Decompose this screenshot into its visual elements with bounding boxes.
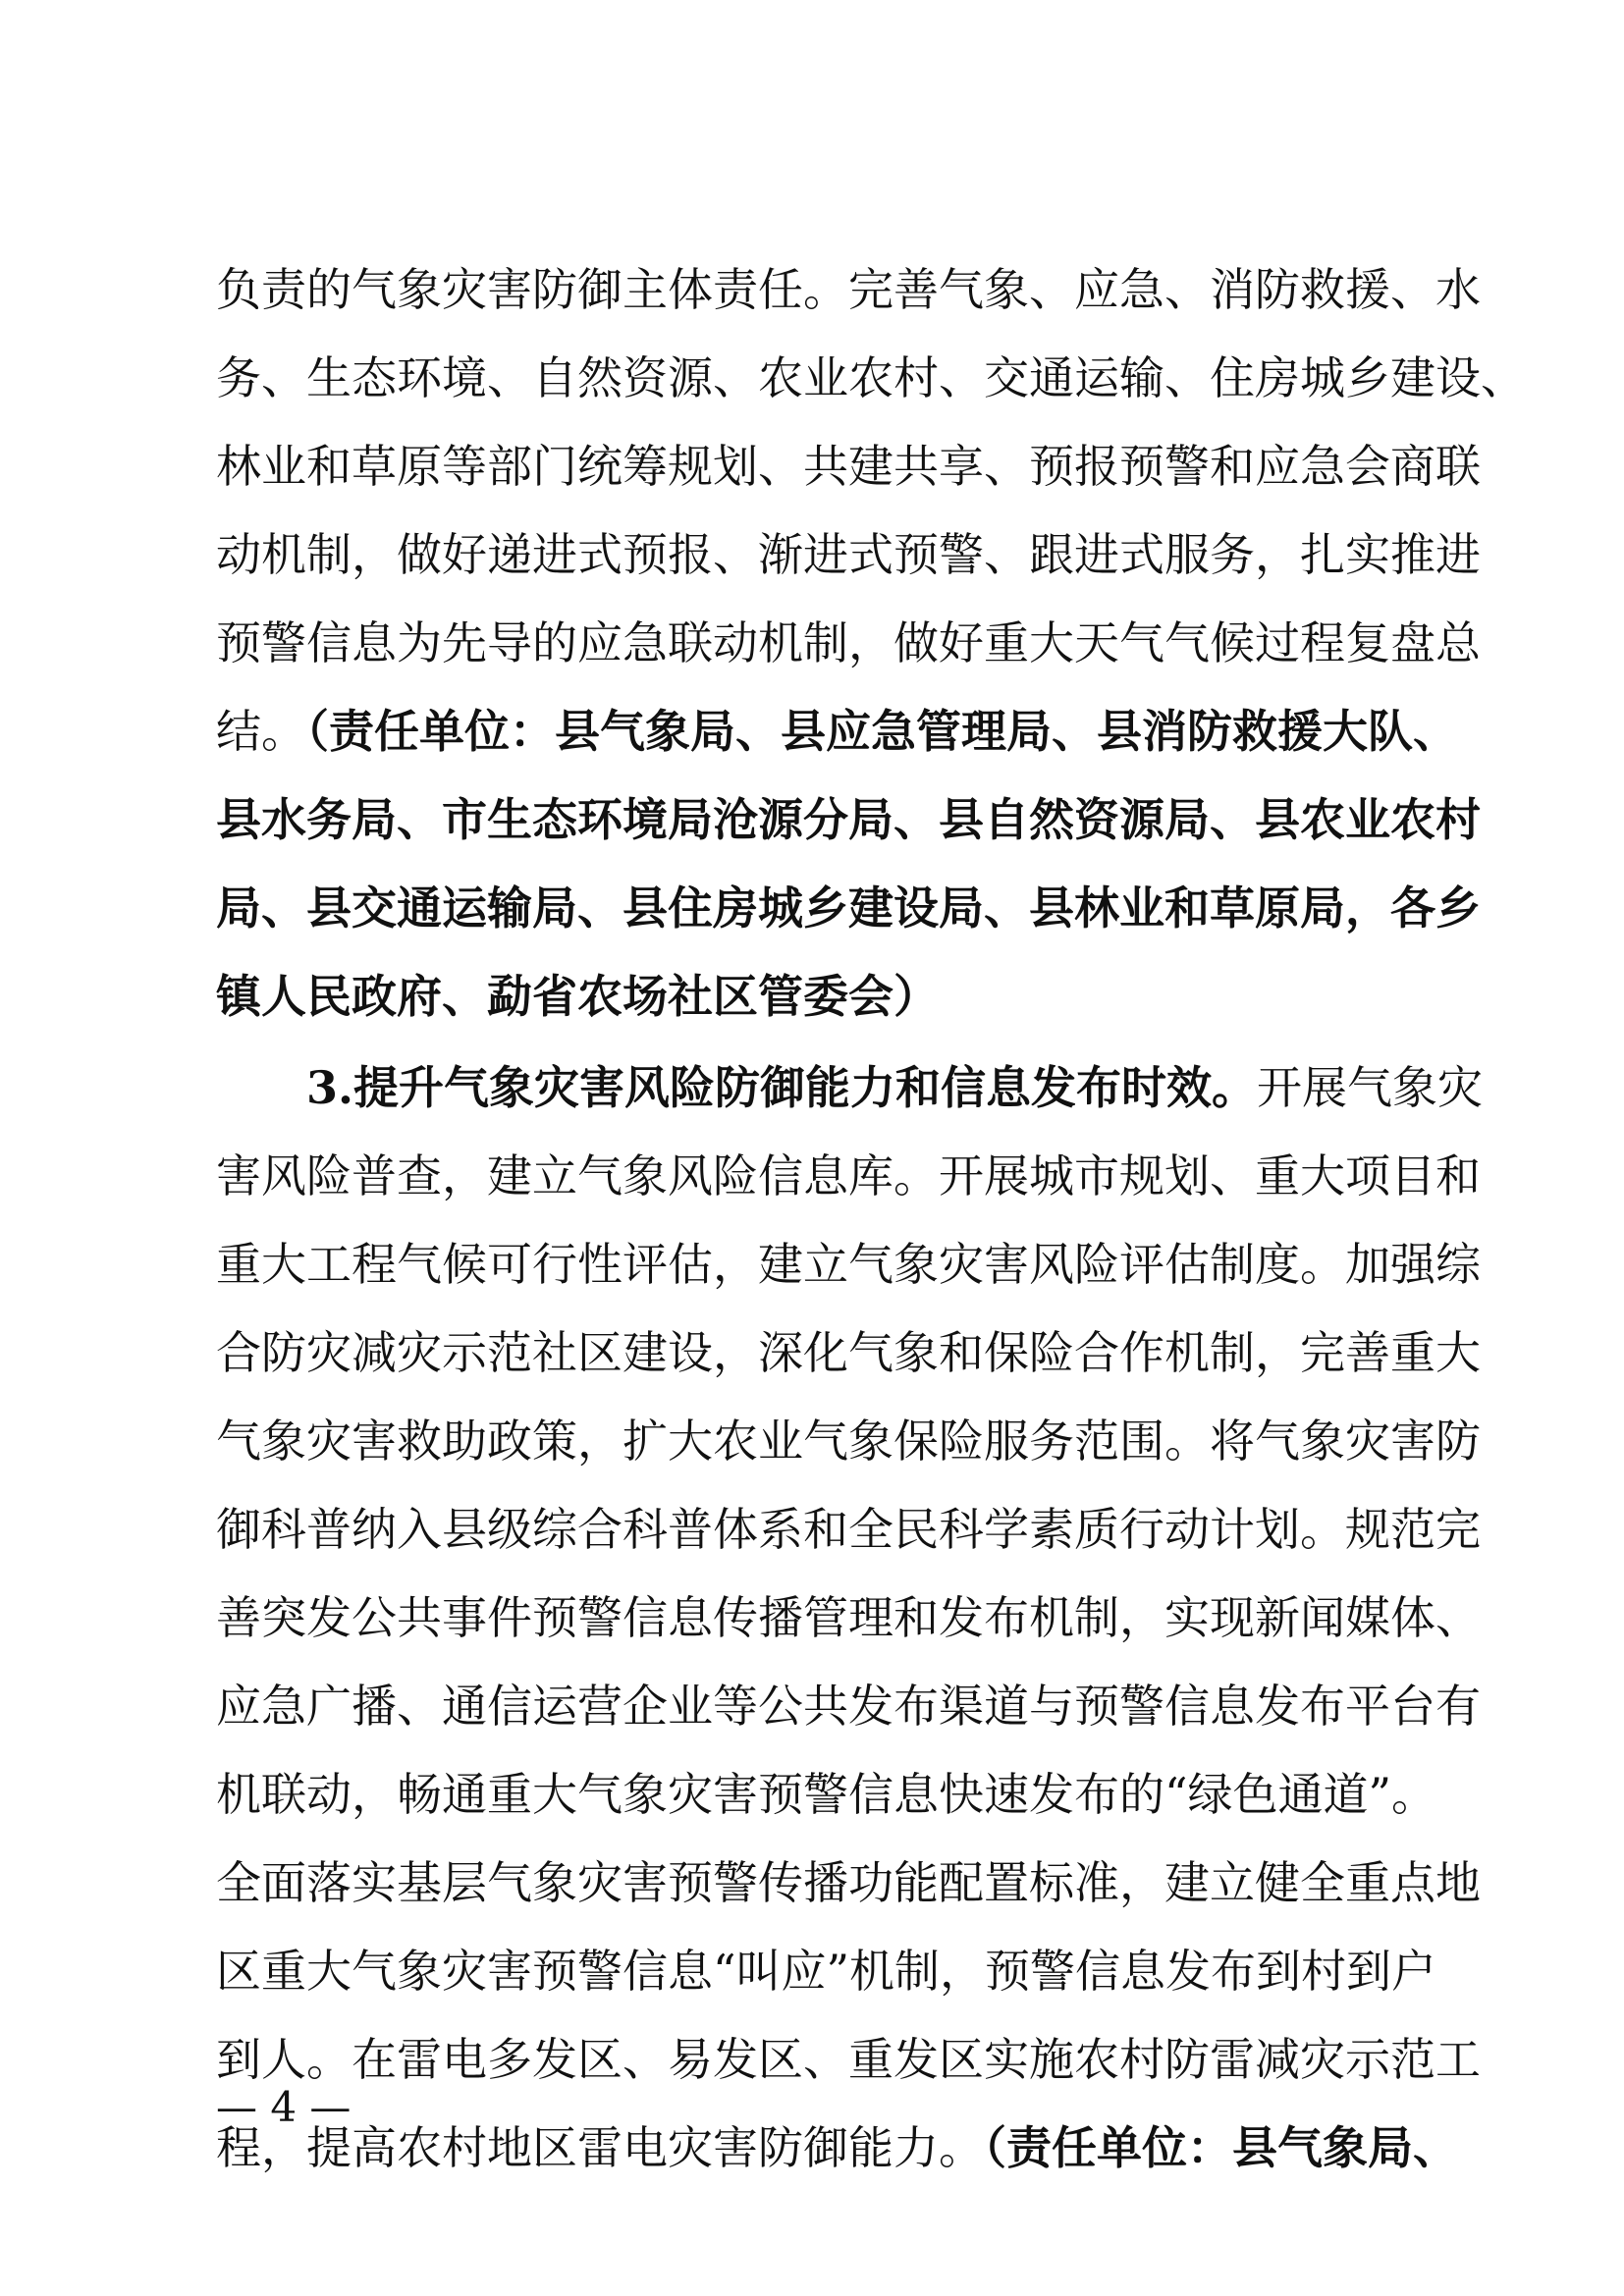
text-segment: 开展气象灾 — [1257, 1061, 1484, 1114]
text-line — [216, 1575, 1481, 1660]
text-line — [216, 1752, 1437, 1837]
text-segment: 合防灾减灾示范社区建设，深化气象和保险合作机制，完善重大 — [216, 1326, 1481, 1379]
text-segment: 负责的气象灾害防御主体责任。完善气象、应急、消防救援、水 — [216, 263, 1481, 316]
text-line — [216, 1929, 1437, 2013]
text-line — [216, 1399, 1481, 1483]
text-line — [216, 424, 1481, 508]
text-line — [216, 866, 1481, 950]
page-number: — 4 — — [216, 2083, 352, 2131]
text-line — [216, 1664, 1481, 1748]
text-segment: 重大工程气候可行性评估，建立气象灾害风险评估制度。加强综 — [216, 1238, 1481, 1291]
text-line — [216, 1134, 1481, 1218]
bold-text-segment: （责任单位：县气象局、县应急管理局、县消防救援大队、 — [306, 705, 1458, 758]
text-segment: 结。 — [216, 705, 306, 758]
text-line — [216, 512, 1481, 597]
text-line — [216, 2106, 1458, 2190]
text-line — [216, 954, 1424, 1039]
bold-text-segment: 3.提升气象灾害风险防御能力和信息发布时效。 — [306, 1061, 1258, 1114]
text-segment: 全面落实基层气象灾害预警传播功能配置标准，建立健全重点地 — [216, 1856, 1481, 1909]
text-segment: 林业和草原等部门统筹规划、共建共享、预报预警和应急会商联 — [216, 440, 1481, 493]
text-line — [216, 1222, 1481, 1307]
bold-text-segment: （责任单位：县气象局、 — [984, 2121, 1458, 2174]
text-segment: 机联动，畅通重大气象灾害预警信息快速发布的“绿色通道”。 — [216, 1768, 1437, 1821]
bold-text-segment: 局、县交通运输局、县住房城乡建设局、县林业和草原局，各乡 — [216, 881, 1481, 934]
text-segment: 区重大气象灾害预警信息“叫应”机制，预警信息发布到村到户 — [216, 1945, 1437, 1998]
bold-text-segment: 县水务局、市生态环境局沧源分局、县自然资源局、县农业农村 — [216, 793, 1481, 846]
bold-text-segment: 镇人民政府、勐省农场社区管委会） — [216, 970, 939, 1023]
text-segment: 务、生态环境、自然资源、农业农村、交通运输、住房城乡建设、 — [216, 351, 1526, 404]
text-segment: 到人。在雷电多发区、易发区、重发区实施农村防雷减灾示范工 — [216, 2033, 1481, 2086]
text-line — [216, 336, 1526, 420]
text-line — [216, 247, 1481, 332]
text-segment: 善突发公共事件预警信息传播管理和发布机制，实现新闻媒体、 — [216, 1591, 1481, 1644]
text-line — [216, 777, 1481, 862]
text-line — [216, 1310, 1481, 1395]
text-line — [216, 601, 1481, 685]
text-line — [306, 1045, 1484, 1130]
text-segment: 程，提高农村地区雷电灾害防御能力。 — [216, 2121, 984, 2174]
text-segment: 害风险普查，建立气象风险信息库。开展城市规划、重大项目和 — [216, 1149, 1481, 1202]
text-segment: 应急广播、通信运营企业等公共发布渠道与预警信息发布平台有 — [216, 1680, 1481, 1733]
text-line — [216, 1841, 1481, 1925]
text-segment: 动机制，做好递进式预报、渐进式预警、跟进式服务，扎实推进 — [216, 528, 1481, 581]
text-line — [216, 2017, 1481, 2102]
text-line — [216, 689, 1458, 774]
text-segment: 气象灾害救助政策，扩大农业气象保险服务范围。将气象灾害防 — [216, 1415, 1481, 1468]
text-segment: 御科普纳入县级综合科普体系和全民科学素质行动计划。规范完 — [216, 1503, 1481, 1556]
text-segment: 预警信息为先导的应急联动机制，做好重大天气气候过程复盘总 — [216, 616, 1481, 669]
text-line — [216, 1487, 1481, 1572]
